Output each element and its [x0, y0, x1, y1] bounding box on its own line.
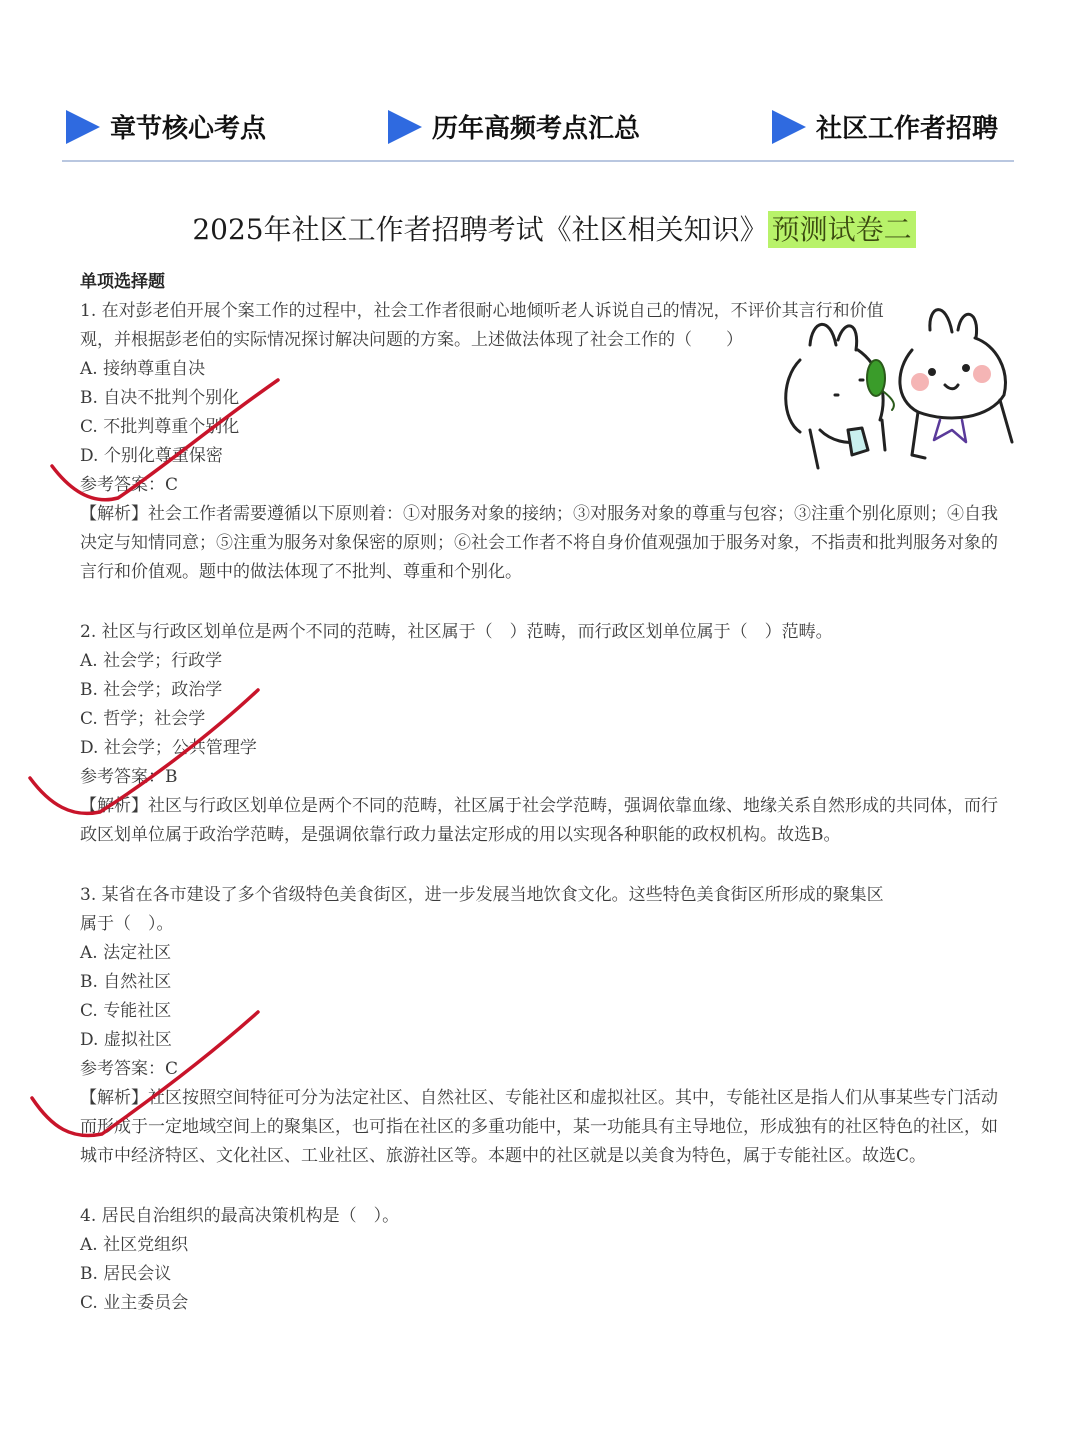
answer: 参考答案：B: [80, 767, 178, 787]
option-b: B. 自然社区: [80, 972, 172, 992]
nav-item-chapter-core[interactable]: [66, 108, 266, 145]
answer: 参考答案：C: [80, 1059, 179, 1079]
option-d: D. 社会学；公共管理学: [80, 738, 257, 758]
option-b: B. 居民会议: [80, 1264, 172, 1284]
nav-label: 历年高频考点汇总: [432, 114, 641, 144]
option-a: A. 社区党组织: [80, 1235, 189, 1255]
option-c: C. 业主委员会: [80, 1293, 189, 1313]
title-highlight: 预测试卷二: [768, 211, 916, 248]
top-navigation: [62, 96, 1014, 162]
option-c: C. 专能社区: [80, 1001, 172, 1021]
option-a: A. 社会学；行政学: [80, 651, 223, 671]
option-d: D. 虚拟社区: [80, 1030, 172, 1050]
option-a: A. 接纳尊重自决: [80, 359, 206, 379]
exam-content: [80, 268, 1000, 1318]
option-a: A. 法定社区: [80, 943, 172, 963]
question-stem: 属于（ ）。: [80, 914, 174, 934]
triangle-play-icon: [66, 110, 100, 144]
question-stem: 2. 社区与行政区划单位是两个不同的范畴，社区属于（ ）范畴，而行政区划单位属于（ ）范畴。: [80, 622, 833, 642]
option-b: B. 社会学；政治学: [80, 680, 223, 700]
analysis: 【解析】社会工作者需要遵循以下原则着：①对服务对象的接纳；③对服务对象的尊重与包容；③注重个别化原则；④自我决定与知情同意；⑤注重为服务对象保密的原则；⑥社会工作者不将自身价值观强加于服务对象，不指责和批判服务对象的言行和价值观。题中的做法体现了不批判、尊重和个别化。: [80, 504, 998, 582]
answer: 参考答案：C: [80, 475, 179, 495]
question-stem: 观，并根据彭老伯的实际情况探讨解决问题的方案。上述做法体现了社会工作的（ ）: [80, 330, 743, 350]
triangle-play-icon: [388, 110, 422, 144]
question-1: [80, 297, 1000, 587]
nav-item-recruitment[interactable]: [772, 108, 998, 145]
question-4: [80, 1202, 1000, 1318]
option-c: C. 哲学；社会学: [80, 709, 206, 729]
nav-item-high-frequency[interactable]: [388, 108, 640, 145]
document-title: [0, 208, 1080, 248]
option-c: C. 不批判尊重个别化: [80, 417, 240, 437]
question-stem: 4. 居民自治组织的最高决策机构是（ ）。: [80, 1206, 400, 1226]
nav-label: 社区工作者招聘: [816, 114, 999, 144]
question-stem: 3. 某省在各市建设了多个省级特色美食街区，进一步发展当地饮食文化。这些特色美食街区所形成的聚集区: [80, 885, 884, 905]
analysis: 【解析】社区按照空间特征可分为法定社区、自然社区、专能社区和虚拟社区。其中，专能社区是指人们从事某些专门活动而形成于一定地域空间上的聚集区，也可指在社区的多重功能中，某一功能具有主导地位，形成独有的社区特色的社区，如城市中经济特区、文化社区、工业社区、旅游社区等。本题中的社区就是以美食为特色，属于专能社区。故选C。: [80, 1088, 998, 1166]
title-main: 2025年社区工作者招聘考试《社区相关知识》: [192, 213, 768, 246]
question-3: [80, 881, 1000, 1171]
analysis: 【解析】社区与行政区划单位是两个不同的范畴，社区属于社会学范畴，强调依靠血缘、地缘关系自然形成的共同体，而行政区划单位属于政治学范畴，是强调依靠行政力量法定形成的用以实现各种职能的政权机构。故选B。: [80, 796, 998, 845]
question-stem: 1. 在对彭老伯开展个案工作的过程中，社会工作者很耐心地倾听老人诉说自己的情况，不评价其言行和价值: [80, 301, 884, 321]
question-2: [80, 618, 1000, 850]
section-heading: 单项选择题: [80, 272, 165, 292]
triangle-play-icon: [772, 110, 806, 144]
nav-label: 章节核心考点: [110, 114, 267, 144]
option-b: B. 自决不批判个别化: [80, 388, 240, 408]
option-d: D. 个别化尊重保密: [80, 446, 223, 466]
